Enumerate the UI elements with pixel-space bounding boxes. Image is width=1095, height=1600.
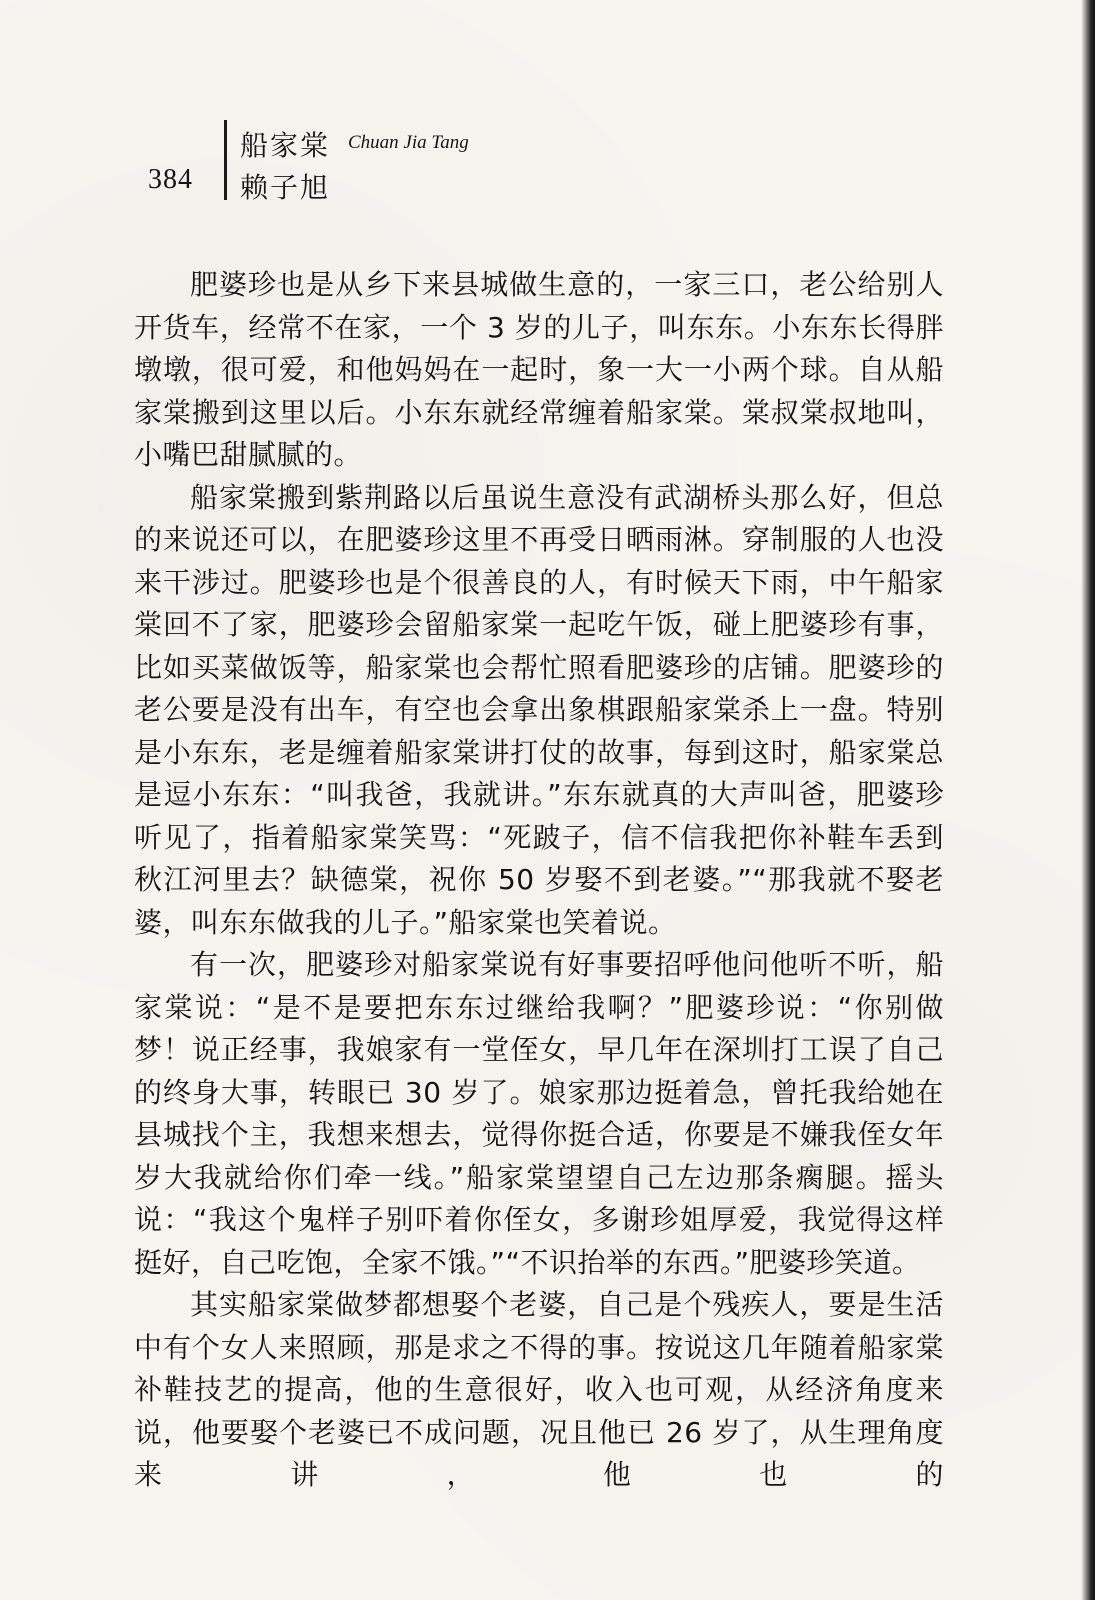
paragraph: 肥婆珍也是从乡下来县城做生意的，一家三口，老公给别人开货车，经常不在家，一个 3 岁的儿子，叫东东。小东东长得胖墩墩，很可爱，和他妈妈在一起时，象一大一小两个球。自从船家棠搬到这里以后。小东东就经常缠着船家棠。棠叔棠叔地叫，小嘴巴甜腻腻的。: [134, 268, 944, 471]
page-edge-shadow: [1081, 0, 1095, 1600]
page-number: 384: [148, 164, 193, 195]
paragraph: 其实船家棠做梦都想娶个老婆，自己是个残疾人，要是生活中有个女人来照顾，那是求之不得的事。按说这几年随着船家棠补鞋技艺的提高，他的生意很好，收入也可观，从经济角度来说，他要娶个老婆已不成问题，况且他已 26 岁了，从生理角度来讲，他也的: [134, 1288, 944, 1491]
paragraph: 船家棠搬到紫荆路以后虽说生意没有武湖桥头那么好，但总的来说还可以，在肥婆珍这里不再受日晒雨淋。穿制服的人也没来干涉过。肥婆珍也是个很善良的人，有时候天下雨，中午船家棠回不了家，肥婆珍会留船家棠一起吃午饭，碰上肥婆珍有事，比如买菜做饭等，船家棠也会帮忙照看肥婆珍的店铺。肥婆珍的老公要是没有出车，有空也会拿出象棋跟船家棠杀上一盘。特别是小东东，老是缠着船家棠讲打仗的故事，每到这时，船家棠总是逗小东东：“叫我爸，我就讲。”东东就真的大声叫爸，肥婆珍听见了，指着船家棠笑骂：“死跛子，信不信我把你补鞋车丢到秋江河里去？缺德棠，祝你 50 岁娶不到老婆。”“那我就不娶老婆，叫东东做我的儿子。”船家棠也笑着说。: [134, 480, 944, 939]
paragraph: 有一次，肥婆珍对船家棠说有好事要招呼他问他听不听，船家棠说：“是不是要把东东过继给我啊？”肥婆珍说：“你别做梦！说正经事，我娘家有一堂侄女，早几年在深圳打工误了自己的终身大事，转眼已 30 岁了。娘家那边挺着急，曾托我给她在县城找个主，我想来想去，觉得你挺合适，你要是不嫌我侄女年岁大我就给你们牵一线。”船家棠望望自己左边那条瘸腿。摇头说：“我这个鬼样子别吓着你侄女，多谢珍姐厚爱，我觉得这样挺好，自己吃饱，全家不饿。”“不识抬举的东西。”肥婆珍笑道。: [134, 948, 944, 1279]
page-header: [140, 118, 640, 208]
author-name: 赖子旭: [240, 171, 331, 204]
header-divider: [224, 120, 227, 200]
body-text: [134, 264, 944, 1497]
book-title: 船家棠: [240, 129, 331, 162]
book-title-pinyin: Chuan Jia Tang: [348, 132, 469, 153]
